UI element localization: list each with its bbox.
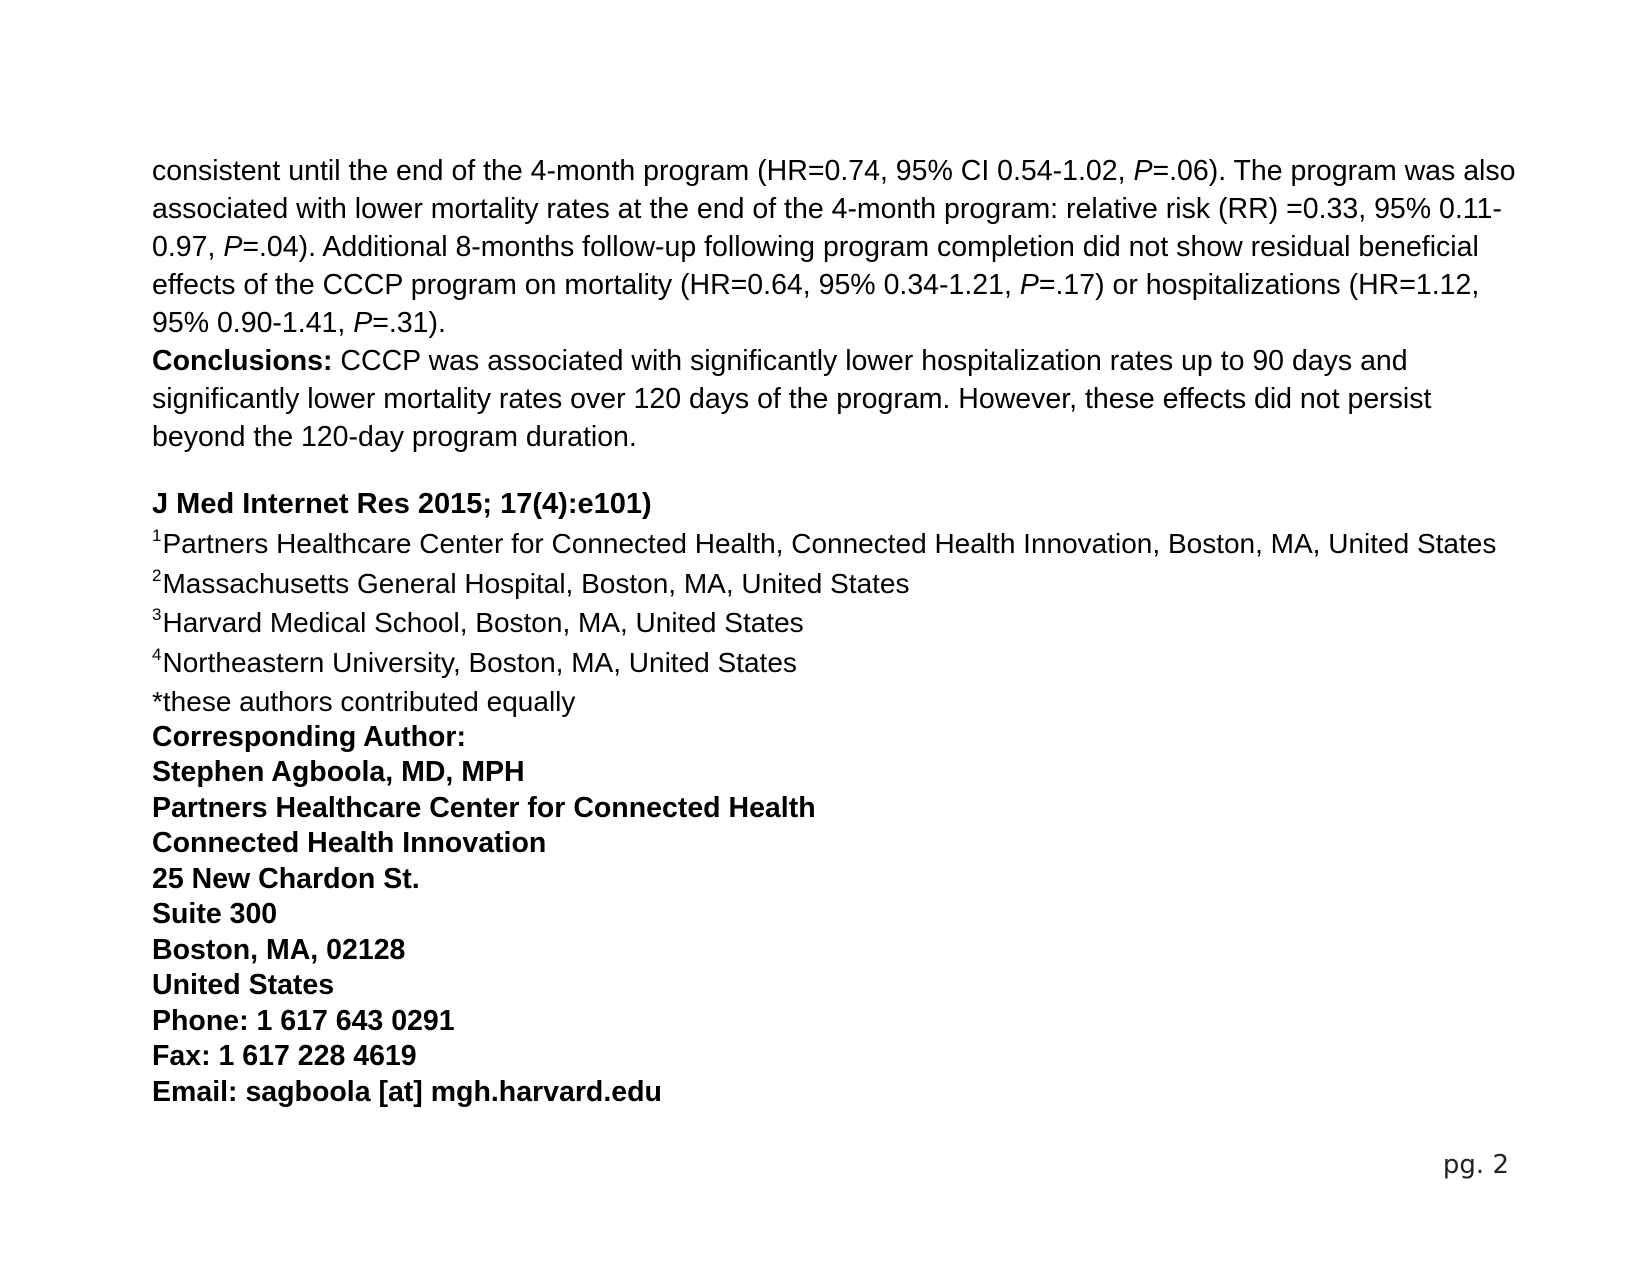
p-value-symbol: P [353, 307, 373, 339]
affiliations-list [152, 526, 1522, 720]
author-email: Email: sagboola [at] mgh.harvard.edu [152, 1075, 662, 1108]
author-phone: Phone: 1 617 643 0291 [152, 1004, 455, 1037]
corresponding-author-heading: Corresponding Author: [152, 720, 466, 753]
conclusions-text: CCCP was associated with significantly lower hospitalization rates up to 90 days and significantly lower mortality rates over 120 days of the program. However, these effects did not persist beyond the 120-day program duration. [152, 345, 1432, 453]
p-value-symbol: P [1133, 155, 1153, 187]
affiliation-number: 4 [152, 644, 162, 664]
address-country: United States [152, 969, 335, 1001]
author-fax: Fax: 1 617 228 4619 [152, 1040, 417, 1072]
author-organization: Partners Healthcare Center for Connected Health [152, 791, 816, 824]
affiliation-text: Partners Healthcare Center for Connected Health, Connected Health Innovation, Boston, MA, United States [162, 528, 1497, 559]
affiliation-item [152, 566, 1522, 606]
affiliation-text: Northeastern University, Boston, MA, United States [162, 646, 797, 678]
abstract-text: =.04). Additional 8-months follow-up following program completion did not show residual beneficial effects of the CCCP program on mortality (HR=0.64, 95% 0.34-1.21, [152, 231, 1479, 301]
page-number: pg. 2 [1442, 1150, 1509, 1180]
p-value-symbol: P [223, 231, 243, 263]
affiliation-number: 3 [152, 605, 162, 624]
abstract-text: =.17) or hospitalizations (HR=1.12, 95% 0.90-1.41, [152, 269, 1480, 339]
equal-contribution-note: *these authors contributed equally [152, 686, 576, 717]
affiliation-item [152, 645, 1522, 685]
affiliation-number: 1 [152, 526, 162, 545]
affiliation-text: Massachusetts General Hospital, Boston, MA, United States [162, 567, 910, 599]
affiliation-item [152, 526, 1522, 566]
author-name: Stephen Agboola, MD, MPH [152, 756, 525, 788]
abstract-text: =.31). [372, 307, 446, 339]
address-suite: Suite 300 [152, 898, 278, 930]
affiliation-item [152, 605, 1522, 645]
affiliation-text: Harvard Medical School, Boston, MA, United States [162, 607, 804, 638]
journal-citation: J Med Internet Res 2015; 17(4):e101) [152, 488, 652, 520]
address-city: Boston, MA, 02128 [152, 933, 406, 966]
abstract-text: consistent until the end of the 4-month program (HR=0.74, 95% CI 0.54-1.02, [152, 155, 1134, 187]
abstract-results-paragraph [152, 152, 1522, 342]
author-department: Connected Health Innovation [152, 827, 547, 859]
abstract-text: =.06). The program was also associated with lower mortality rates at the end of the 4-month program: relative risk (RR) =0.33, 95% 0.11-0.97, [152, 155, 1516, 263]
conclusions-label: Conclusions: [152, 345, 333, 377]
address-street: 25 New Chardon St. [152, 862, 420, 895]
abstract-conclusions-paragraph [152, 342, 1522, 456]
p-value-symbol: P [1019, 269, 1039, 301]
corresponding-author-block [152, 720, 1522, 1111]
page-content [152, 152, 1522, 1110]
affiliation-number: 2 [152, 565, 162, 585]
